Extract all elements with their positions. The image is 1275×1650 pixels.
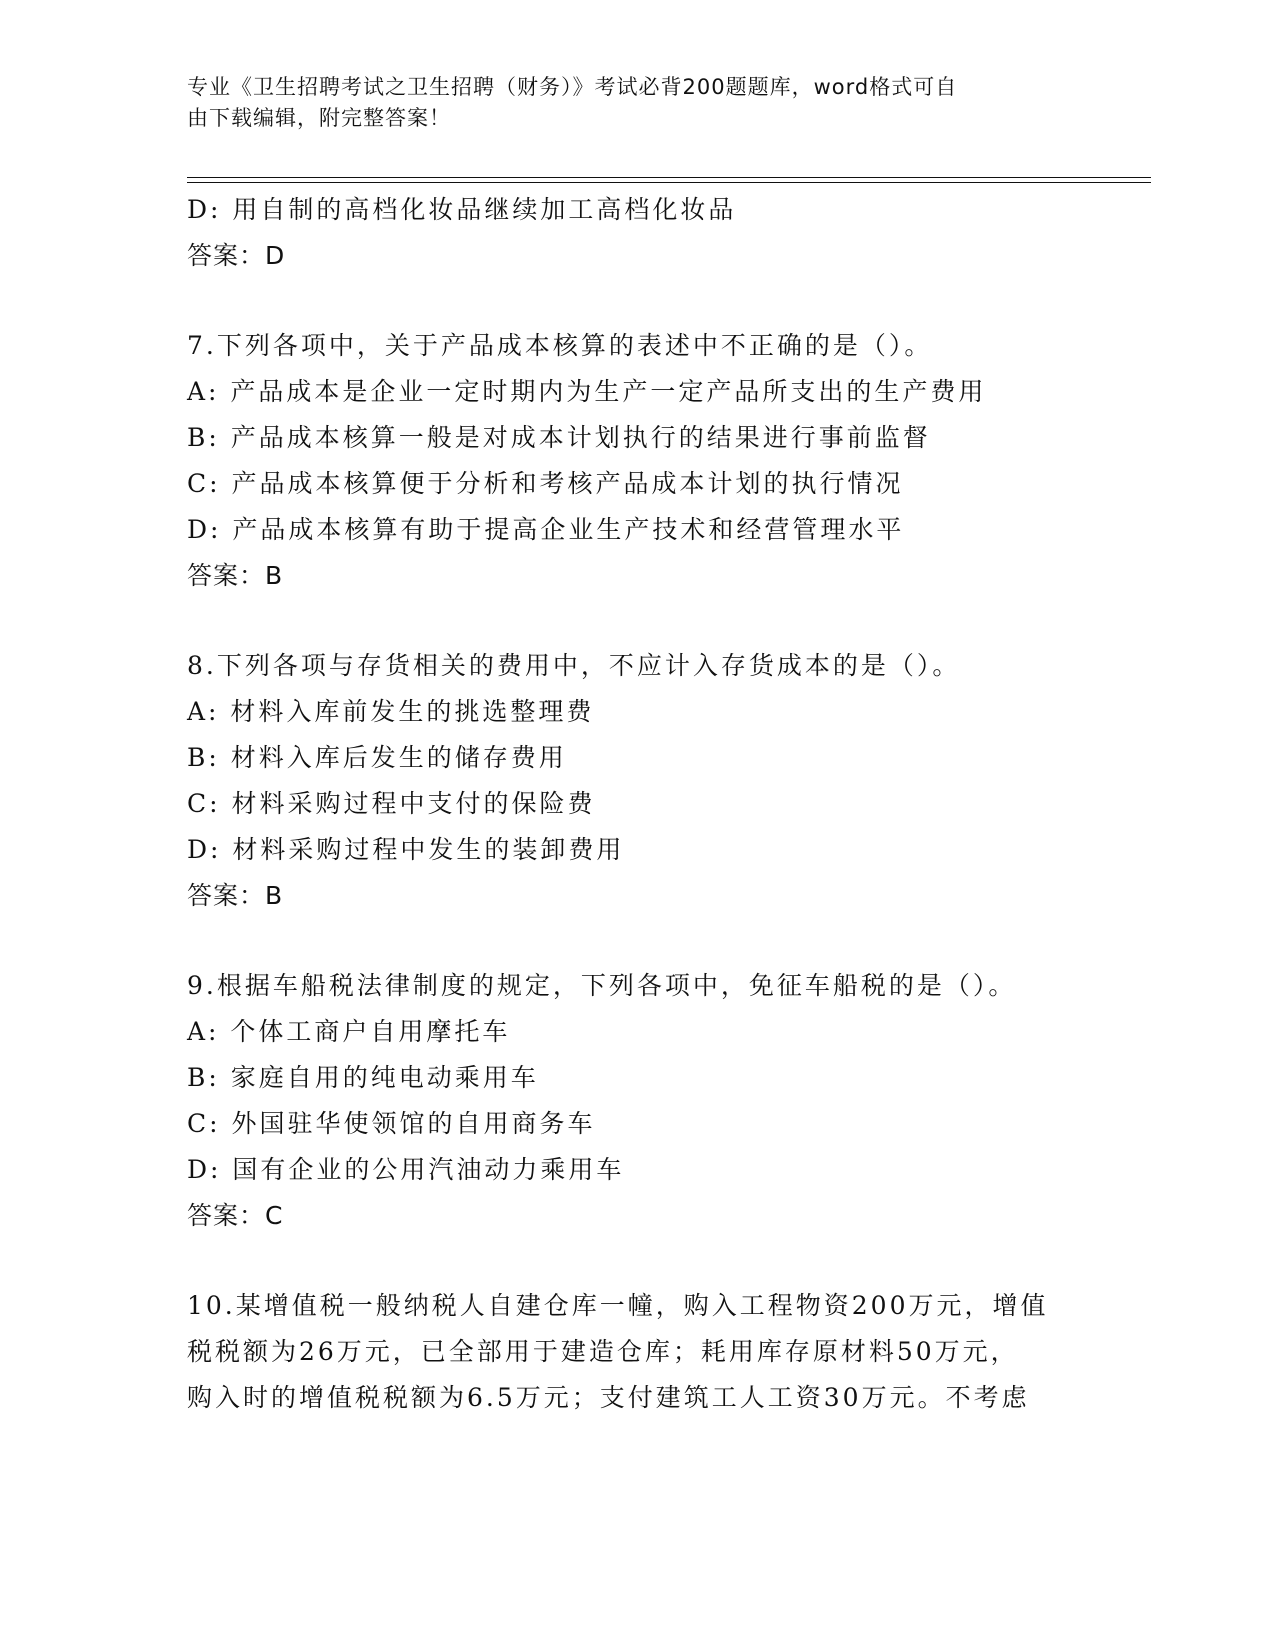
question-7	[187, 323, 1087, 599]
answer-line: 答案：B	[187, 881, 284, 910]
question-9	[187, 963, 1087, 1239]
option-d: D: 国有企业的公用汽油动力乘用车	[187, 1155, 625, 1184]
option-c: C: 材料采购过程中支付的保险费	[187, 789, 596, 818]
spacer	[187, 599, 1087, 643]
question-content	[187, 187, 1087, 1421]
option-b: B: 材料入库后发生的储存费用	[187, 743, 567, 772]
question-stem-line-3: 购入时的增值税税额为6.5万元；支付建筑工人工资30万元。不考虑	[187, 1383, 1030, 1412]
question-8	[187, 643, 1087, 919]
option-b: B: 产品成本核算一般是对成本计划执行的结果进行事前监督	[187, 423, 931, 452]
option-d: D: 材料采购过程中发生的装卸费用	[187, 835, 625, 864]
question-stem: 8.下列各项与存货相关的费用中，不应计入存货成本的是（）。	[187, 651, 961, 680]
answer-line: 答案：B	[187, 561, 284, 590]
answer-line: 答案：D	[187, 241, 286, 270]
header-divider-bottom	[187, 182, 1151, 183]
option-a: A: 产品成本是企业一定时期内为生产一定产品所支出的生产费用	[187, 377, 987, 406]
question-stem: 9.根据车船税法律制度的规定，下列各项中，免征车船税的是（）。	[187, 971, 1017, 1000]
option-b: B: 家庭自用的纯电动乘用车	[187, 1063, 539, 1092]
question-10	[187, 1283, 1087, 1421]
option-a: A: 个体工商户自用摩托车	[187, 1017, 511, 1046]
answer-line: 答案：C	[187, 1201, 284, 1230]
header-divider-top	[187, 177, 1151, 178]
option-c: C: 产品成本核算便于分析和考核产品成本计划的执行情况	[187, 469, 904, 498]
document-header	[187, 72, 1087, 134]
question-stem-line-2: 税税额为26万元，已全部用于建造仓库；耗用库存原材料50万元，	[187, 1337, 1019, 1366]
spacer	[187, 279, 1087, 323]
option-d: D: 用自制的高档化妆品继续加工高档化妆品	[187, 195, 737, 224]
spacer	[187, 1239, 1087, 1283]
option-d: D: 产品成本核算有助于提高企业生产技术和经营管理水平	[187, 515, 905, 544]
header-line-2: 由下载编辑，附完整答案！	[187, 106, 451, 130]
question-stem: 7.下列各项中，关于产品成本核算的表述中不正确的是（）。	[187, 331, 933, 360]
option-a: A: 材料入库前发生的挑选整理费	[187, 697, 595, 726]
spacer	[187, 919, 1087, 963]
question-stem-line-1: 10.某增值税一般纳税人自建仓库一幢，购入工程物资200万元，增值	[187, 1291, 1049, 1320]
header-line-1: 专业《卫生招聘考试之卫生招聘（财务）》考试必背200题题库，word格式可自	[187, 75, 958, 99]
option-c: C: 外国驻华使领馆的自用商务车	[187, 1109, 596, 1138]
